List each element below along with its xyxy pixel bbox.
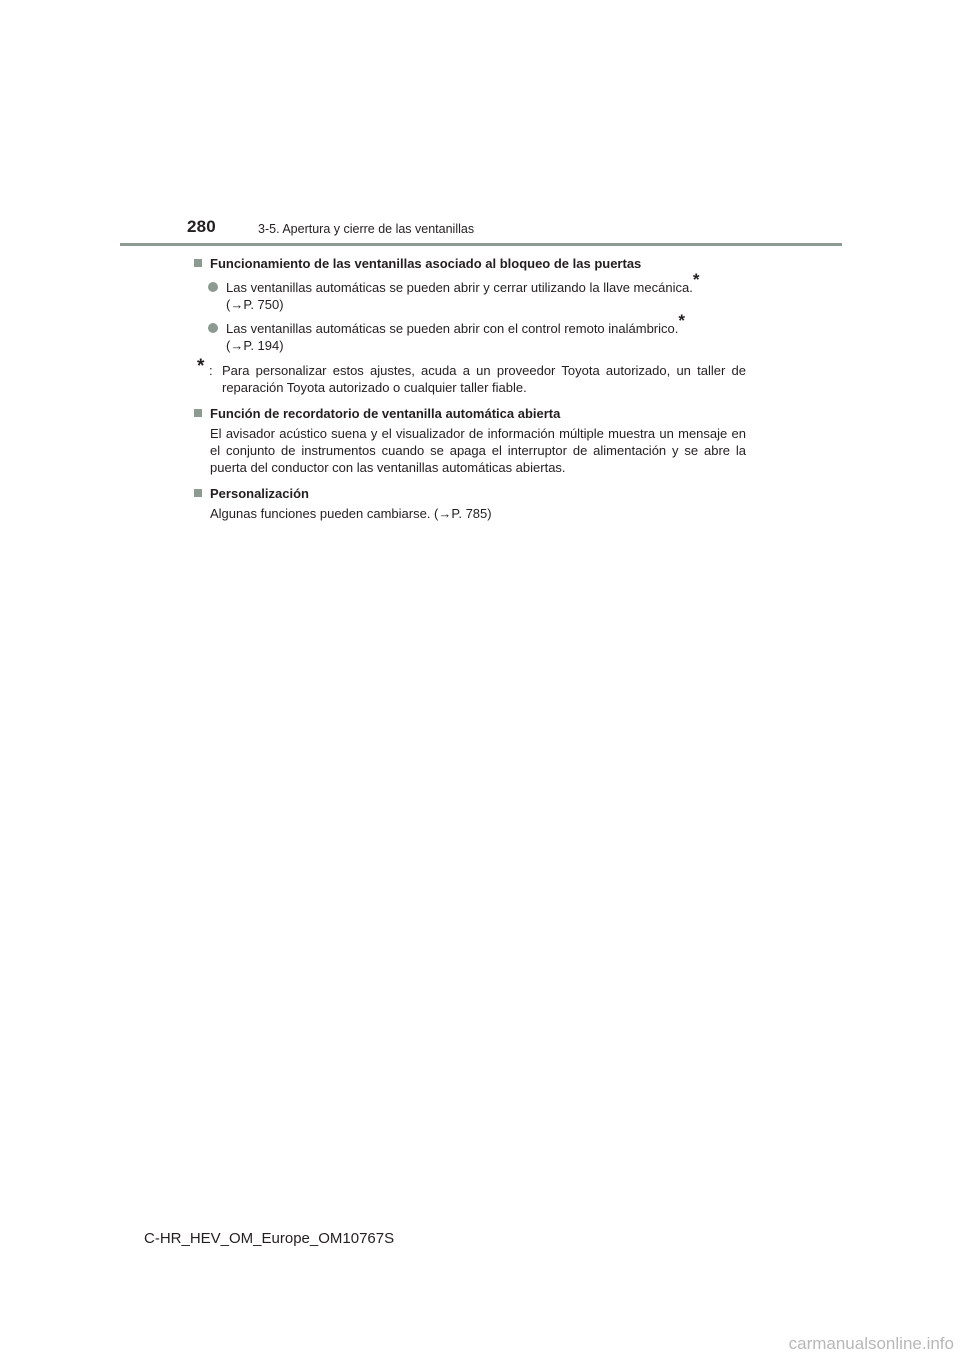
square-bullet-icon <box>194 489 202 497</box>
page-reference: (→P. 194) <box>226 338 284 353</box>
footnote-mark: * <box>692 270 700 289</box>
section-customization <box>210 485 746 522</box>
heading-text: Funcionamiento de las ventanillas asociado al bloqueo de las puertas <box>210 256 642 271</box>
heading-text: Personalización <box>210 486 309 501</box>
bullet-text: Las ventanillas automáticas se pueden abrir con el control remoto inalámbrico. <box>226 321 679 336</box>
page-number: 280 <box>187 217 216 236</box>
section-title: 3-5. Apertura y cierre de las ventanillas <box>258 222 475 236</box>
circle-bullet-icon <box>208 282 218 292</box>
heading-door-lock-windows <box>194 255 746 272</box>
page-content <box>197 255 746 522</box>
footnote-mark: * <box>678 311 685 330</box>
square-bullet-icon <box>194 409 202 417</box>
paragraph: El avisador acústico suena y el visualizador de información múltiple muestra un mensaje en el conjunto de instrumentos cuando se apaga el interruptor de alimentación y se abre la puerta del conductor con las ventanillas automáticas abiertas. <box>210 426 746 475</box>
footnote-text: Para personalizar estos ajustes, acuda a un proveedor Toyota autorizado, un taller de reparación Toyota autorizado o cualquier taller fiable. <box>222 363 746 395</box>
heading-text: Función de recordatorio de ventanilla automática abierta <box>210 406 561 421</box>
footnote-colon: : <box>209 363 213 378</box>
heading-open-window-reminder <box>194 405 746 422</box>
bullet-text: Las ventanillas automáticas se pueden abrir y cerrar utilizando la llave mecánica. <box>226 280 693 295</box>
footnote-mark: * <box>197 356 205 377</box>
circle-bullet-icon <box>208 323 218 333</box>
page-reference: (→P. 750) <box>226 297 284 312</box>
section-reminder <box>210 405 746 476</box>
header-rule <box>120 243 842 246</box>
heading-customization <box>194 485 746 502</box>
bullet-item <box>210 270 746 313</box>
watermark: carmanualsonline.info <box>788 1334 954 1353</box>
bullet-item <box>210 311 746 354</box>
footer-document-id: C-HR_HEV_OM_Europe_OM10767S <box>144 1230 395 1247</box>
footnote <box>196 356 746 396</box>
paragraph: Algunas funciones pueden cambiarse. (→P. 785) <box>210 506 492 521</box>
square-bullet-icon <box>194 259 202 267</box>
